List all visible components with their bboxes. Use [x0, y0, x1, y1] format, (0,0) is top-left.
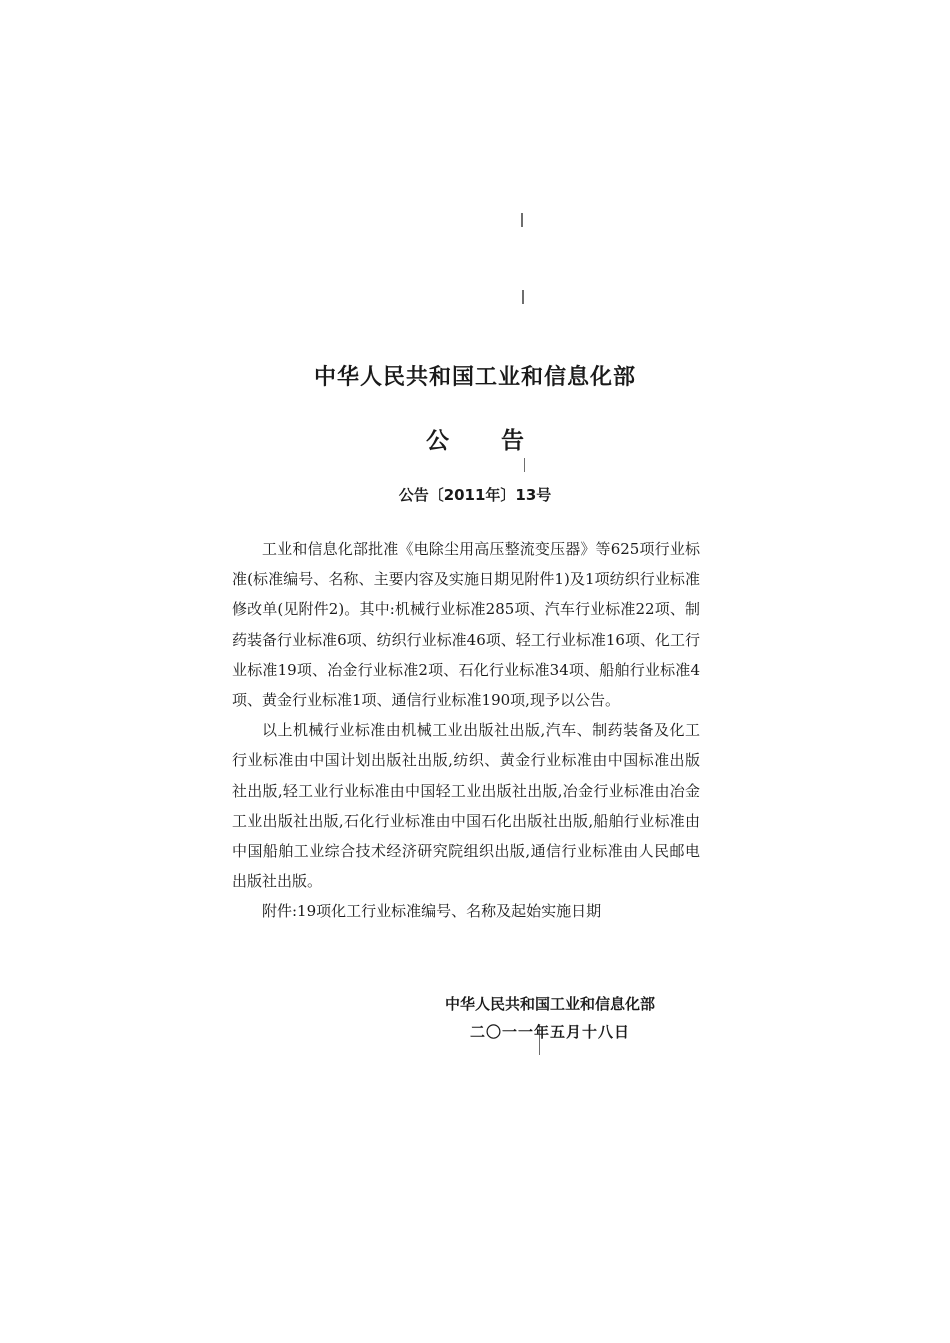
- signature-block: [430, 990, 670, 1046]
- signature-organization: 中华人民共和国工业和信息化部: [444, 995, 655, 1013]
- notice-body: [232, 534, 700, 927]
- document-type-heading: 公告: [426, 428, 576, 454]
- scan-mark: [522, 290, 524, 304]
- issuer-title: 中华人民共和国工业和信息化部: [313, 365, 636, 390]
- body-paragraph: 以上机械行业标准由机械工业出版社出版,汽车、制药装备及化工行业标准由中国计划出版社出版,纺织、黄金行业标准由中国标准出版社出版,轻工业行业标准由中国轻工业出版社出版,冶金行业标准由冶金工业出版社出版,石化行业标准由中国石化出版社出版,船舶行业标准由中国船舶工业综合技术经济研究院组织出版,通信行业标准由人民邮电出版社出版。: [232, 721, 700, 891]
- body-paragraph: 工业和信息化部批准《电除尘用高压整流变压器》等625项行业标准(标准编号、名称、主要内容及实施日期见附件1)及1项纺织行业标准修改单(见附件2)。其中:机械行业标准285项、汽车行业标准22项、制药装备行业标准6项、纺织行业标准46项、轻工行业标准16项、化工行业标准19项、冶金行业标准2项、石化行业标准34项、船舶行业标准4项、黄金行业标准1项、通信行业标准190项,现予以公告。: [232, 540, 700, 710]
- signature-date: 二〇一一年五月十八日: [469, 1023, 630, 1041]
- scan-mark: [521, 213, 523, 227]
- attachment-line: 附件:19项化工行业标准编号、名称及起始实施日期: [262, 902, 602, 921]
- document-number: 公告〔2011年〕13号: [398, 486, 552, 504]
- scan-mark: [524, 458, 525, 472]
